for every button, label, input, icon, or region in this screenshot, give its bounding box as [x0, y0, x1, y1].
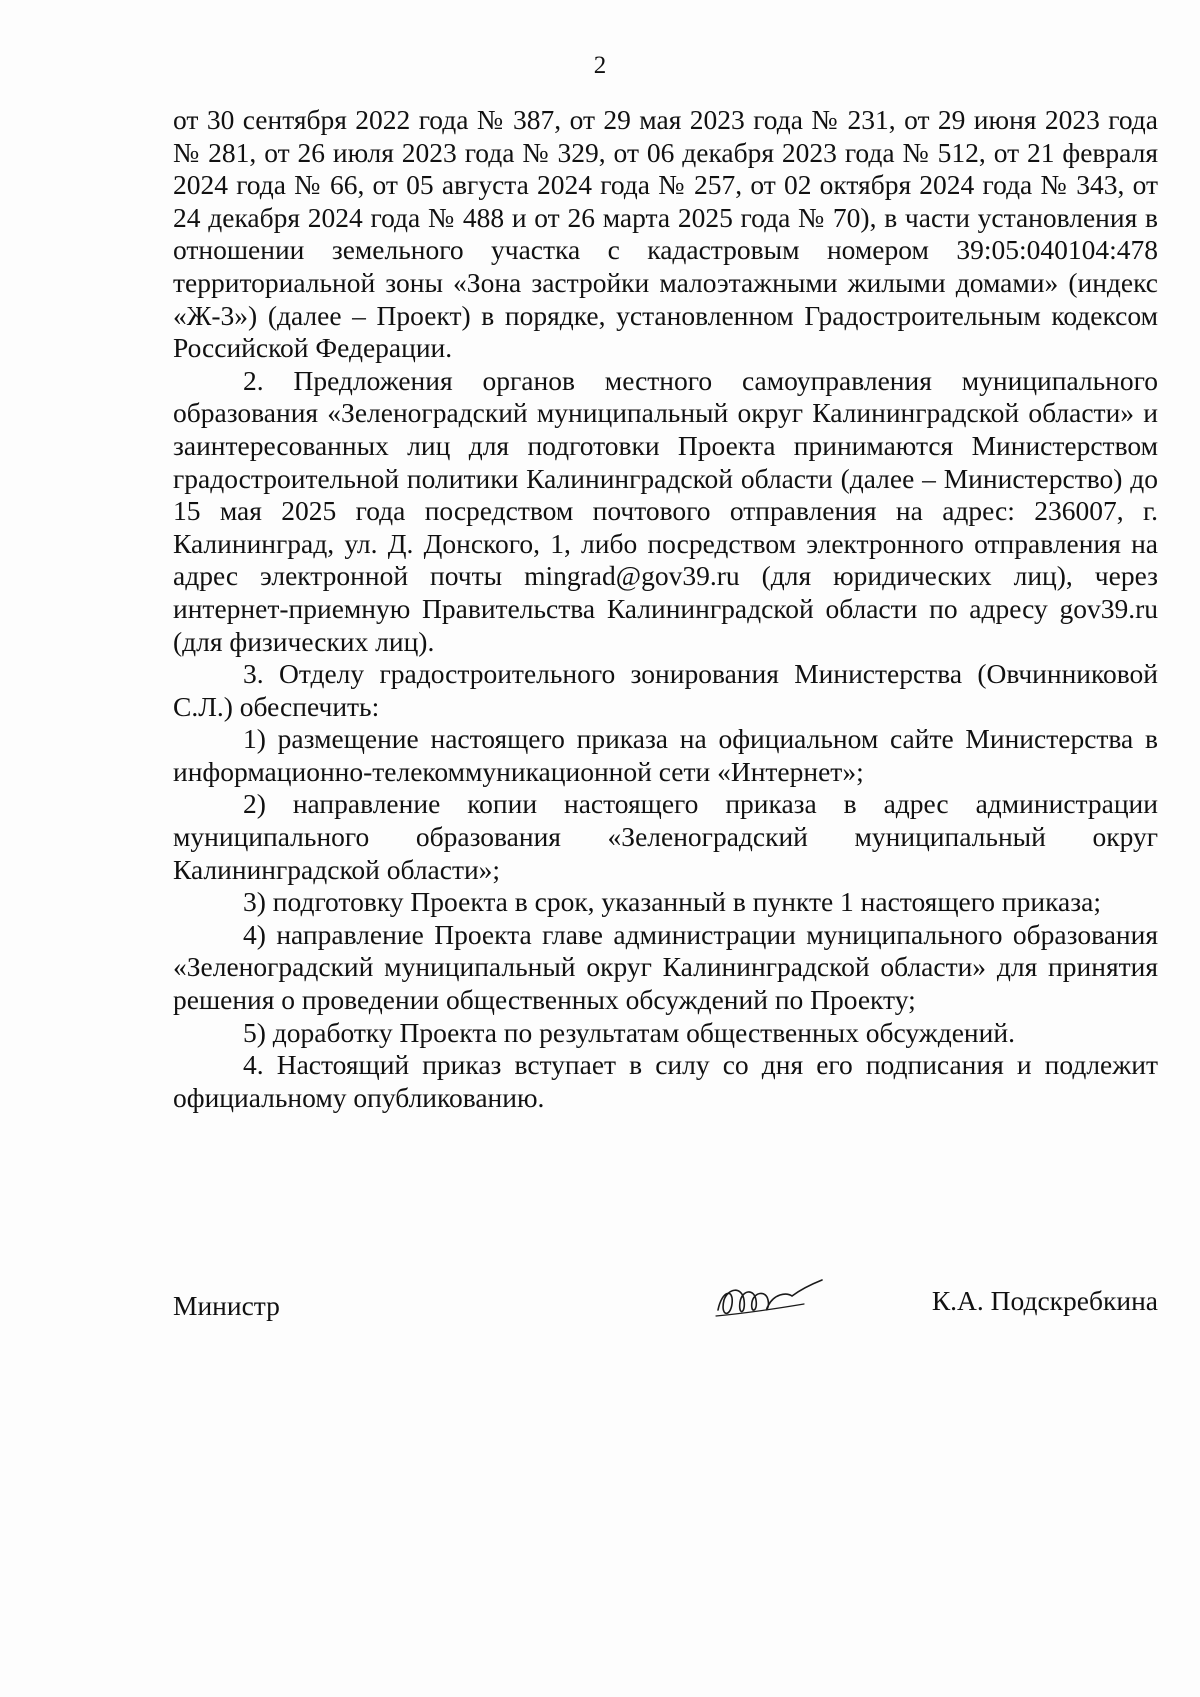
signature-block — [173, 1270, 1158, 1350]
subitem-3: 3) подготовку Проекта в срок, указанный в пункте 1 настоящего приказа; — [243, 886, 1101, 918]
subitem-5: 5) доработку Проекта по результатам общественных обсуждений. — [243, 1016, 1015, 1048]
document-body — [173, 104, 1158, 1114]
handwritten-signature — [708, 1270, 828, 1330]
paragraph-item-2: 2. Предложения органов местного самоуправления муниципального образования «Зеленоградский муниципальный округ Калининградской области» и заинтересованных лиц для подготовки Проекта принимаются Министерством градостроительной политики Калининградской области (далее – Министерство) до 15 мая 2025 года посредством почтового отправления на адрес: 236007, г. Калининград, ул. Д. Донского, 1, либо посредством электронного отправления на адрес электронной почты mingrad@gov39.ru (для юридических лиц), через интернет-приемную Правительства Калининградской области по адресу gov39.ru (для физических лиц). — [173, 364, 1158, 657]
subitem-1: 1) размещение настоящего приказа на официальном сайте Министерства в информационно-телекоммуникационной сети «Интернет»; — [173, 723, 1158, 787]
page-number: 2 — [593, 52, 607, 79]
subitem-2: 2) направление копии настоящего приказа в адрес администрации муниципального образования «Зеленоградский муниципальный округ Калининградской области»; — [173, 788, 1158, 885]
paragraph-item-4: 4. Настоящий приказ вступает в силу со дня его подписания и подлежит официальному опубликованию. — [173, 1049, 1158, 1113]
signatory-position: Министр — [173, 1290, 280, 1321]
paragraph-item-3: 3. Отделу градостроительного зонирования Министерства (Овчинниковой С.Л.) обеспечить: — [173, 658, 1158, 722]
signatory-name: К.А. Подскребкина — [931, 1285, 1158, 1316]
paragraph-continuation: от 30 сентября 2022 года № 387, от 29 мая 2023 года № 231, от 29 июня 2023 года № 281, от 26 июля 2023 года № 329, от 06 декабря 2023 года № 512, от 21 февраля 2024 года № 66, от 05 августа 2024 года № 257, от 02 октября 2024 года № 343, от 24 декабря 2024 года № 488 и от 26 марта 2025 года № 70), в части установления в отношении земельного участка с кадастровым номером 39:05:040104:478 территориальной зоны «Зона застройки малоэтажными жилыми домами» (индекс «Ж-3») (далее – Проект) в порядке, установленном Градостроительным кодексом Российской Федерации. — [173, 104, 1158, 364]
subitem-4: 4) направление Проекта главе администрации муниципального образования «Зеленоградский муниципальный округ Калининградской области» для принятия решения о проведении общественных обсуждений по Проекту; — [173, 918, 1158, 1016]
